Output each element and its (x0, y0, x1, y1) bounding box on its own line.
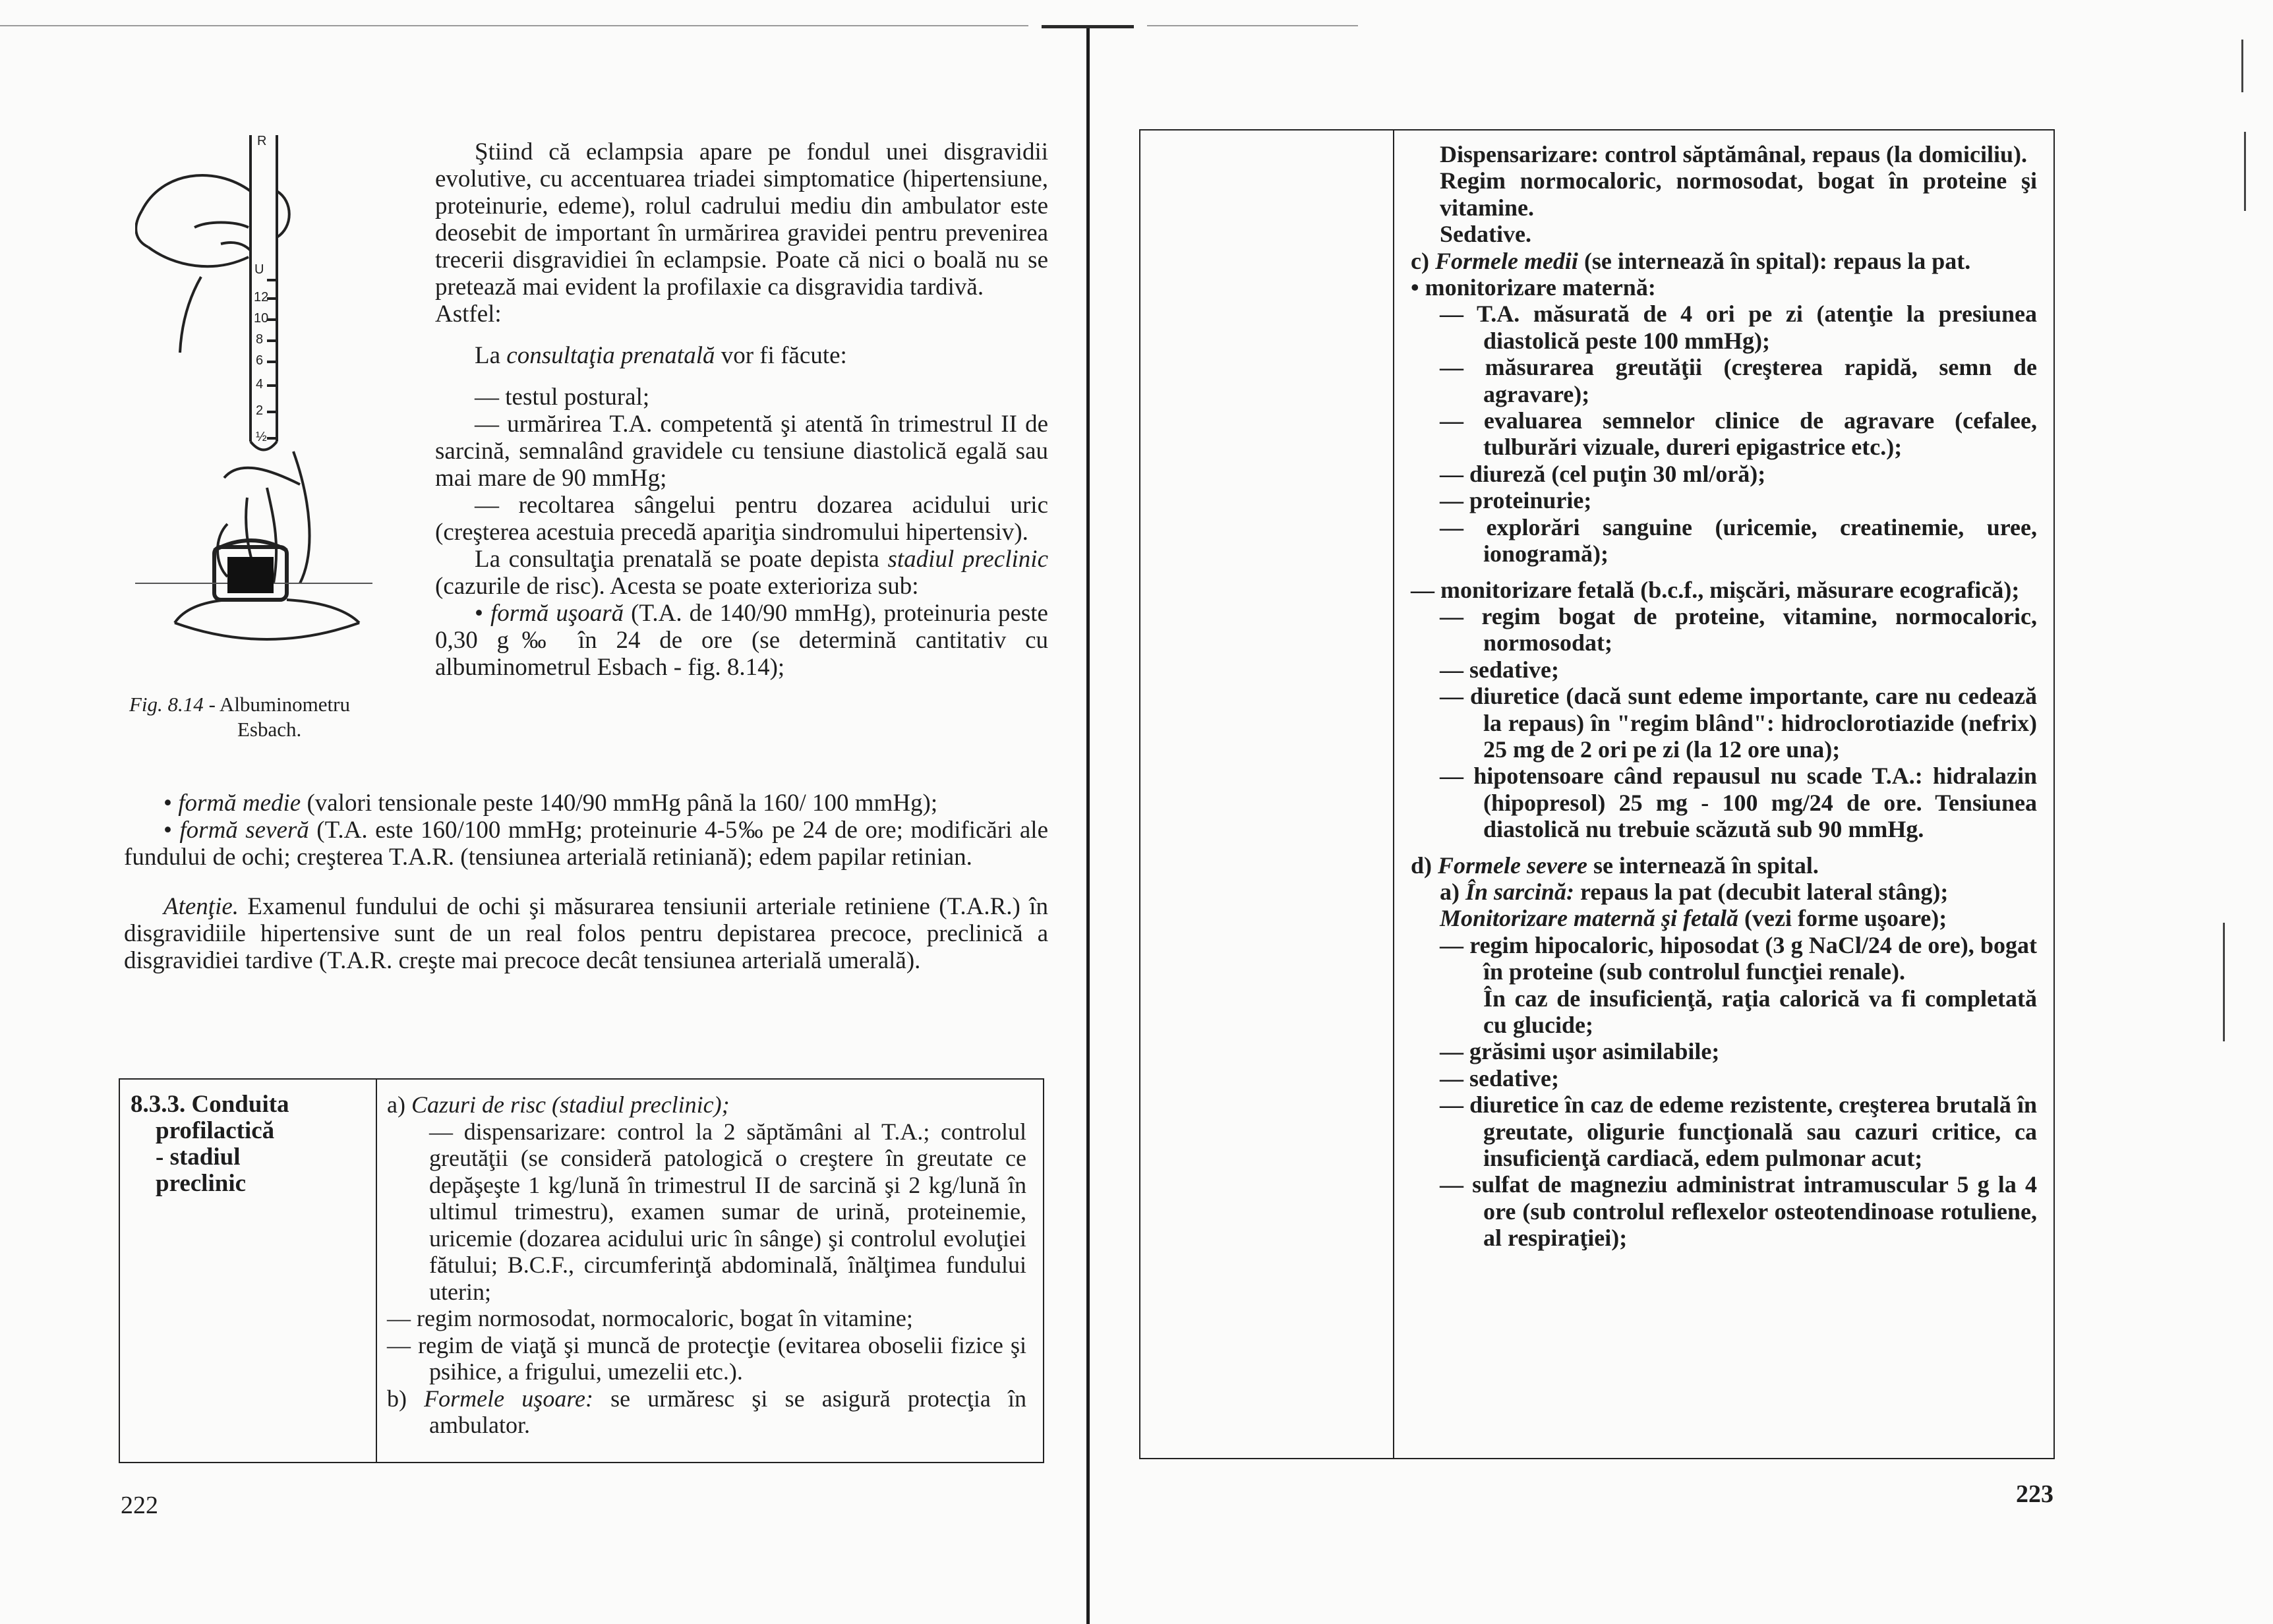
mild-form: • formă uşoară (T.A. de 140/90 mmHg), proteinuria peste 0,30 g‰ în 24 de ore (se determină cantitativ cu albuminometrul Esbach - fig. 8.14); (435, 600, 1048, 681)
stage-paragraph: La consultaţia prenatală se poate depista stadiul preclinic (cazurile de risc). Acesta se poate exterioriza sub: (435, 546, 1048, 600)
heading-line: preclinic (156, 1170, 247, 1197)
left-column-text (435, 138, 1048, 681)
tube-mark: 8 (256, 332, 264, 347)
figure-caption-text-2: Esbach. (237, 718, 302, 741)
severe-item: — diuretice în caz de edeme rezistente, creşterea brutală în greutate, oligurie funcţională sau cazuri critice, ca insuficienţă cardiacă, edem pulmonar acut; (1440, 1091, 2037, 1172)
page-number: 223 (2016, 1480, 2053, 1508)
item-a: a) Cazuri de risc (stadiul preclinic); (387, 1091, 730, 1118)
consult-item: — testul postural; (475, 384, 650, 411)
tube-mark: 4 (256, 377, 264, 392)
figure-caption (129, 692, 432, 742)
preclinic-conduct-table (119, 1078, 1044, 1463)
severe-form: • formă severă (T.A. este 160/100 mmHg; proteinurie 4-5‰ pe 24 de ore; modificări ale fundului de ochi; creşterea T.A.R. (tensiunea arterială retiniană); edem papilar retinian. (124, 817, 1048, 871)
severe-item: — sulfat de magneziu administrat intramuscular 5 g la 4 ore (sub controlul reflexelor osteotendinoase rotuliene, al respiraţiei); (1440, 1171, 2037, 1252)
severe-item: — grăsimi uşor asimilabile; (1440, 1038, 1720, 1065)
heading-line: profilactică (156, 1117, 275, 1144)
item-c: c) Formele medii (se internează în spital): repaus la pat. (1411, 247, 1971, 274)
figure-caption-text: - Albuminometru (208, 693, 350, 716)
albuminometer-illustration (135, 129, 386, 662)
item-a-list: — regim de viaţă şi muncă de protecţie (evitarea oboselii fizice şi psihice, a frigului, umezelii etc.). (387, 1331, 1026, 1385)
severe-item: — sedative; (1440, 1064, 1559, 1091)
fetal-monitoring-heading: — monitorizare fetală (b.c.f., mişcări, măsurare ecografică); (1411, 576, 2020, 603)
dispensary-line: Regim normocaloric, normosodat, bogat în proteine şi vitamine. (1440, 167, 2037, 221)
consult-item: — recoltarea sângelui pentru dozarea acidului uric (creşterea acestuia precedă apariţia sindromului hipertensiv). (435, 492, 1048, 546)
right-table-body (1411, 141, 2037, 1252)
consult-item: — urmărirea T.A. competentă şi atentă în trimestrul II de sarcină, semnalând gravidele cu tensiune diastolică egală sau mai mare de 90 mmHg; (435, 411, 1048, 492)
item-b: b) Formele uşoare: se urmăresc şi se asigură protecţia în ambulator. (387, 1385, 1026, 1438)
item-a-text: — dispensarizare: control la 2 săptămâni al T.A.; controlul greutăţii (se consideră patologică o creştere în greutate ce depăşeşte 1 kg/lună în trimestrul II de sarcină şi 2 kg/lună în ultimul trimestru), examen sumar de urină, proteinemie, uricemie (dozarea acidului uric în sânge) şi controlul evoluţiei fătului; B.C.F., circumferinţă abdominală, înălţimea fundului uterin; (429, 1118, 1026, 1305)
fetal-item: — regim bogat de proteine, vitamine, normocaloric, normosodat; (1440, 602, 2037, 656)
monitoring-note: Monitorizare maternă şi fetală (vezi forme uşoare); (1440, 905, 1947, 932)
tube-mark: 10 (254, 311, 269, 326)
edge-mark (2223, 923, 2225, 1041)
consult-intro: La consultaţia prenatală vor fi făcute: (475, 342, 847, 369)
dispensary-line: Dispensarizare: control săptămânal, repaus (la domiciliu). (1440, 141, 2027, 167)
figure-label: Fig. 8.14 (129, 693, 204, 716)
tube-mark: 6 (256, 353, 264, 368)
maternal-item: — explorări sanguine (uricemie, creatinemie, uree, ionogramă); (1440, 513, 2037, 567)
intro-astfel: Astfel: (435, 301, 502, 328)
maternal-item: — diureză (cel puţin 30 ml/oră); (1440, 460, 1766, 487)
albuminometer-figure (135, 129, 386, 662)
severity-forms-table (1139, 129, 2055, 1459)
section-body (387, 1091, 1026, 1439)
severe-item: În caz de insuficienţă, raţia calorică va fi completată cu glucide; (1483, 985, 2037, 1038)
item-d-a: a) În sarcină: repaus la pat (decubit lateral stâng); (1440, 878, 1949, 905)
maternal-item: — proteinurie; (1440, 487, 1592, 514)
edge-mark (2244, 132, 2246, 211)
table-divider (1393, 130, 1394, 1458)
heading-line: 8.3.3. Conduita (131, 1091, 289, 1118)
left-full-width-text (124, 790, 1048, 974)
tube-mark: R (257, 134, 267, 148)
maternal-monitoring-heading: • monitorizare maternă: (1411, 274, 1656, 301)
top-rule-right (1147, 25, 1358, 26)
maternal-item: — măsurarea greutăţii (creşterea rapidă, semn de agravare); (1440, 354, 2037, 407)
severe-item: — regim hipocaloric, hiposodat (3 g NaCl/24 de ore), bogat în proteine (sub controlul funcţiei renale). (1440, 931, 2037, 985)
tube-mark: U (254, 262, 264, 277)
edge-mark (2241, 40, 2243, 92)
medium-form: • formă medie (valori tensionale peste 140/90 mmHg până la 160/ 100 mmHg); (163, 790, 938, 817)
maternal-item: — evaluarea semnelor clinice de agravare (cefalee, tulburări vizuale, dureri epigastrice etc.); (1440, 407, 2037, 461)
maternal-item: — T.A. măsurată de 4 ori pe zi (atenţie la presiunea diastolică peste 100 mmHg); (1440, 301, 2037, 354)
dispensary-line: Sedative. (1440, 221, 1531, 248)
fetal-item: — diuretice (dacă sunt edeme importante, care nu cedează la repaus) în "regim blând": hidroclorotiazide (nefrix) 25 mg de 2 ori pe zi (la 12 ore una); (1440, 683, 2037, 763)
fetal-item: — hipotensoare când repausul nu scade T.A.: hidralazin (hipopresol) 25 mg - 100 mg/24 de ore. Tensiunea diastolică nu trebuie scăzută sub 90 mmHg. (1440, 763, 2037, 843)
fetal-item: — sedative; (1440, 656, 1559, 683)
left-page (0, 0, 1088, 1624)
page-number: 222 (121, 1492, 158, 1519)
item-d: d) Formele severe se internează în spital. (1411, 852, 1819, 879)
section-heading (131, 1091, 368, 1197)
attention-note: Atenţie. Examenul fundului de ochi şi măsurarea tensiunii arteriale retiniene (T.A.R.) în disgravidiile hipertensive sunt de un real folos pentru depistarea precoce, preclinică a disgravidiei tardive (T.A.R. creşte mai precoce decât tensiunea arterială umerală). (124, 893, 1048, 974)
intro-paragraph: Ştiind că eclampsia apare pe fondul unei disgravidii evolutive, cu accentuarea triadei simptomatice (hipertensiune, proteinurie, edeme), rolul cadrului mediu din ambulator este deosebit de important în urmărirea gravidei pentru prevenirea trecerii disgravidiei în eclampsie. Poate că nici o boală nu se pretează mai evident la profilaxie ca disgravidia tardivă. (435, 138, 1048, 301)
table-divider (376, 1080, 377, 1462)
tube-mark: 12 (254, 290, 269, 304)
tube-mark: ½ (256, 430, 267, 444)
tube-mark: 2 (256, 403, 264, 418)
item-a-list: — regim normosodat, normocaloric, bogat în vitamine; (387, 1305, 913, 1331)
heading-line: - stadiul (156, 1144, 241, 1171)
